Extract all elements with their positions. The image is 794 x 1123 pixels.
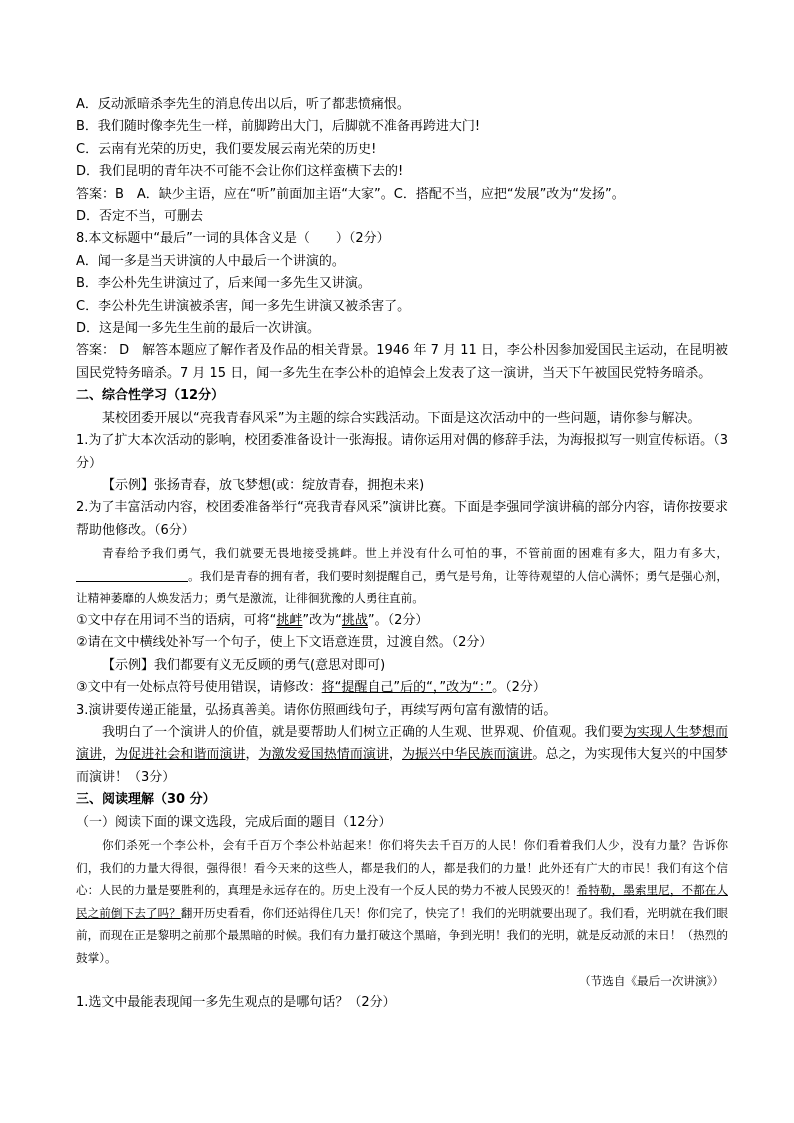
question-7-options <box>76 94 728 228</box>
word-corrected: 挑战 <box>341 612 368 628</box>
comma: ， <box>245 747 259 763</box>
sub-question-3-score: 。（2分） <box>492 680 546 696</box>
passage-text-b: 翻开历史看看，你们还站得住几天！你们完了，快完了！我们的光明就要出现了。我们看，光明就在我们眼前，而现在正是黎明之前那个最黑暗的时候。我们有力量打破这个黑暗，争到光明！我们的光明，就是反动派的末日！（热烈的鼓掌）。 <box>76 905 728 965</box>
section-3 <box>76 789 728 1014</box>
fill-blank[interactable] <box>76 569 188 582</box>
sub-question-3 <box>76 677 728 699</box>
option-a: A．闻一多是当天讲演的人中最后一个讲演的。 <box>76 253 345 269</box>
reading-passage <box>76 834 728 992</box>
section-2-q2: 2.为了丰富活动内容，校团委准备举行“亮我青春风采”演讲比赛。下面是李强同学演讲稿的部分内容，请你按要求帮助他修改。（6分） <box>76 500 728 538</box>
sub-question-1-text-end: ”。（2分） <box>367 612 429 628</box>
section-2-q3-text <box>76 722 728 789</box>
q3-text-b: 。总之，为实现伟大复兴的中国梦而演讲！（3分） <box>76 747 728 785</box>
answer-7: 答案：B A．缺少主语，应在“听”前面加主语“大家”。C．搭配不当，应把“发展”改为“发扬”。 <box>76 186 625 202</box>
sub-question-1 <box>76 610 728 632</box>
answer-8: 答案： D 解答本题应了解作者及作品的相关背景。1946 年 7 月 11 日，李公朴因参加爱国民主运动，在昆明被国民党特务暗杀。7 月 15 日，闻一多先生在李公朴的追悼会上发表了这一演讲，当天下午被国民党特务暗杀。 <box>76 343 728 381</box>
option-b: B．李公朴先生讲演过了，后来闻一多先生又讲演。 <box>76 276 371 292</box>
option-c: C．云南有光荣的历史，我们要发展云南光荣的历史! <box>76 141 377 157</box>
speech-paragraph <box>76 542 728 610</box>
underlined-sentence-3: 为激发爱国热情而演讲 <box>258 747 389 763</box>
section-2 <box>76 385 728 789</box>
underlined-sentence-4: 为振兴中华民族而演讲 <box>402 747 533 763</box>
sub-question-2: ②请在文中横线处补写一个句子，使上下文语意连贯，过渡自然。（2分） <box>76 635 493 651</box>
answer-7-cont: D．否定不当，可删去 <box>76 209 204 225</box>
section-2-q1: 1.为了扩大本次活动的影响，校团委准备设计一张海报。请你运用对偶的修辞手法，为海报拟写一则宣传标语。（3分） <box>76 433 728 471</box>
passage-paragraph <box>76 834 728 970</box>
passage-underlined: 希特勒，墨索里尼，不都在人民之前倒下去了吗？ <box>76 883 728 920</box>
underlined-sentence-2: 为促进社会和谐而演讲 <box>115 747 246 763</box>
speech-text-b: 。我们是青春的拥有者，我们要时刻提醒自己，勇气是号角，让等待观望的人信心满怀；勇气是强心剂，让精神萎靡的人焕发活力；勇气是激流，让徘徊犹豫的人勇往直前。 <box>76 568 728 606</box>
section-3-q1: 1.选文中最能表现闻一多先生观点的是哪句话？（2分） <box>76 995 396 1011</box>
sub-question-2-example: 【示例】我们都要有义无反顾的勇气(意思对即可) <box>102 657 386 673</box>
passage-source: （节选自《最后一次讲演》） <box>579 973 724 988</box>
sub-question-3-answer: 将“提醒自己”后的“，”改为“：” <box>321 680 493 696</box>
comma: ， <box>388 747 402 763</box>
sub-question-1-text: ①文中存在用词不当的语病，可将“ <box>76 612 277 628</box>
speech-text-a: 青春给予我们勇气，我们就要无畏地接受挑衅。世上并没有什么可怕的事，不管前面的困难有多大，阻力有多大， <box>102 546 728 561</box>
option-a: A．反动派暗杀李先生的消息传出以后，听了都悲愤痛恨。 <box>76 97 410 112</box>
word-original: 挑衅 <box>276 612 303 628</box>
option-d: D．我们昆明的青年决不可能不会让你们这样蛮横下去的! <box>76 164 404 180</box>
option-c: C．李公朴先生讲演被杀害，闻一多先生讲演又被杀害了。 <box>76 298 411 314</box>
section-3-heading: 三、阅读理解（30 分） <box>76 792 216 808</box>
comma: ， <box>102 747 116 763</box>
sub-question-3-text: ③文中有一处标点符号使用错误，请修改： <box>76 680 322 696</box>
section-3-sub-heading: （一）阅读下面的课文选段，完成后面的题目（12分） <box>76 814 392 830</box>
section-2-intro: 某校团委开展以“亮我青春风采”为主题的综合实践活动。下面是这次活动中的一些问题，请你参与解决。 <box>102 410 701 426</box>
option-d: D．这是闻一多先生生前的最后一次讲演。 <box>76 321 321 337</box>
sub-question-1-text-mid: ”改为“ <box>302 612 342 628</box>
question-8 <box>76 228 728 385</box>
question-8-stem: 8.本文标题中“最后”一词的具体含义是（ ）（2分） <box>76 231 390 247</box>
section-2-q1-example: 【示例】张扬青春，放飞梦想(或：绽放青春，拥抱未来) <box>102 477 425 493</box>
section-2-q3: 3.演讲要传递正能量，弘扬真善美。请你仿照画线句子，再续写两句富有激情的话。 <box>76 702 557 718</box>
underlined-sentence-1: 为实现人生梦想而演讲 <box>76 724 728 763</box>
speech-excerpt <box>76 542 728 610</box>
section-2-heading: 二、综合性学习（12分） <box>76 388 225 404</box>
passage-text-a: 你们杀死一个李公朴，会有千百万个李公朴站起来！你们将失去千百万的人民！你们看着我们人少，没有力量？告诉你们，我们的力量大得很，强得很！看今天来的这些人，都是我们的人，都是我们的力量！此外还有广大的市民！我们有这个信心：人民的力量是要胜利的，真理是永远存在的。历史上没有一个反人民的势力不被人民毁灭的！ <box>76 837 728 898</box>
option-b: B．我们随时像李先生一样，前脚跨出大门，后脚就不准备再跨进大门! <box>76 119 481 135</box>
q3-text-a: 我明白了一个演讲人的价值，就是要帮助人们树立正确的人生观、世界观、价值观。我们要 <box>102 724 624 740</box>
